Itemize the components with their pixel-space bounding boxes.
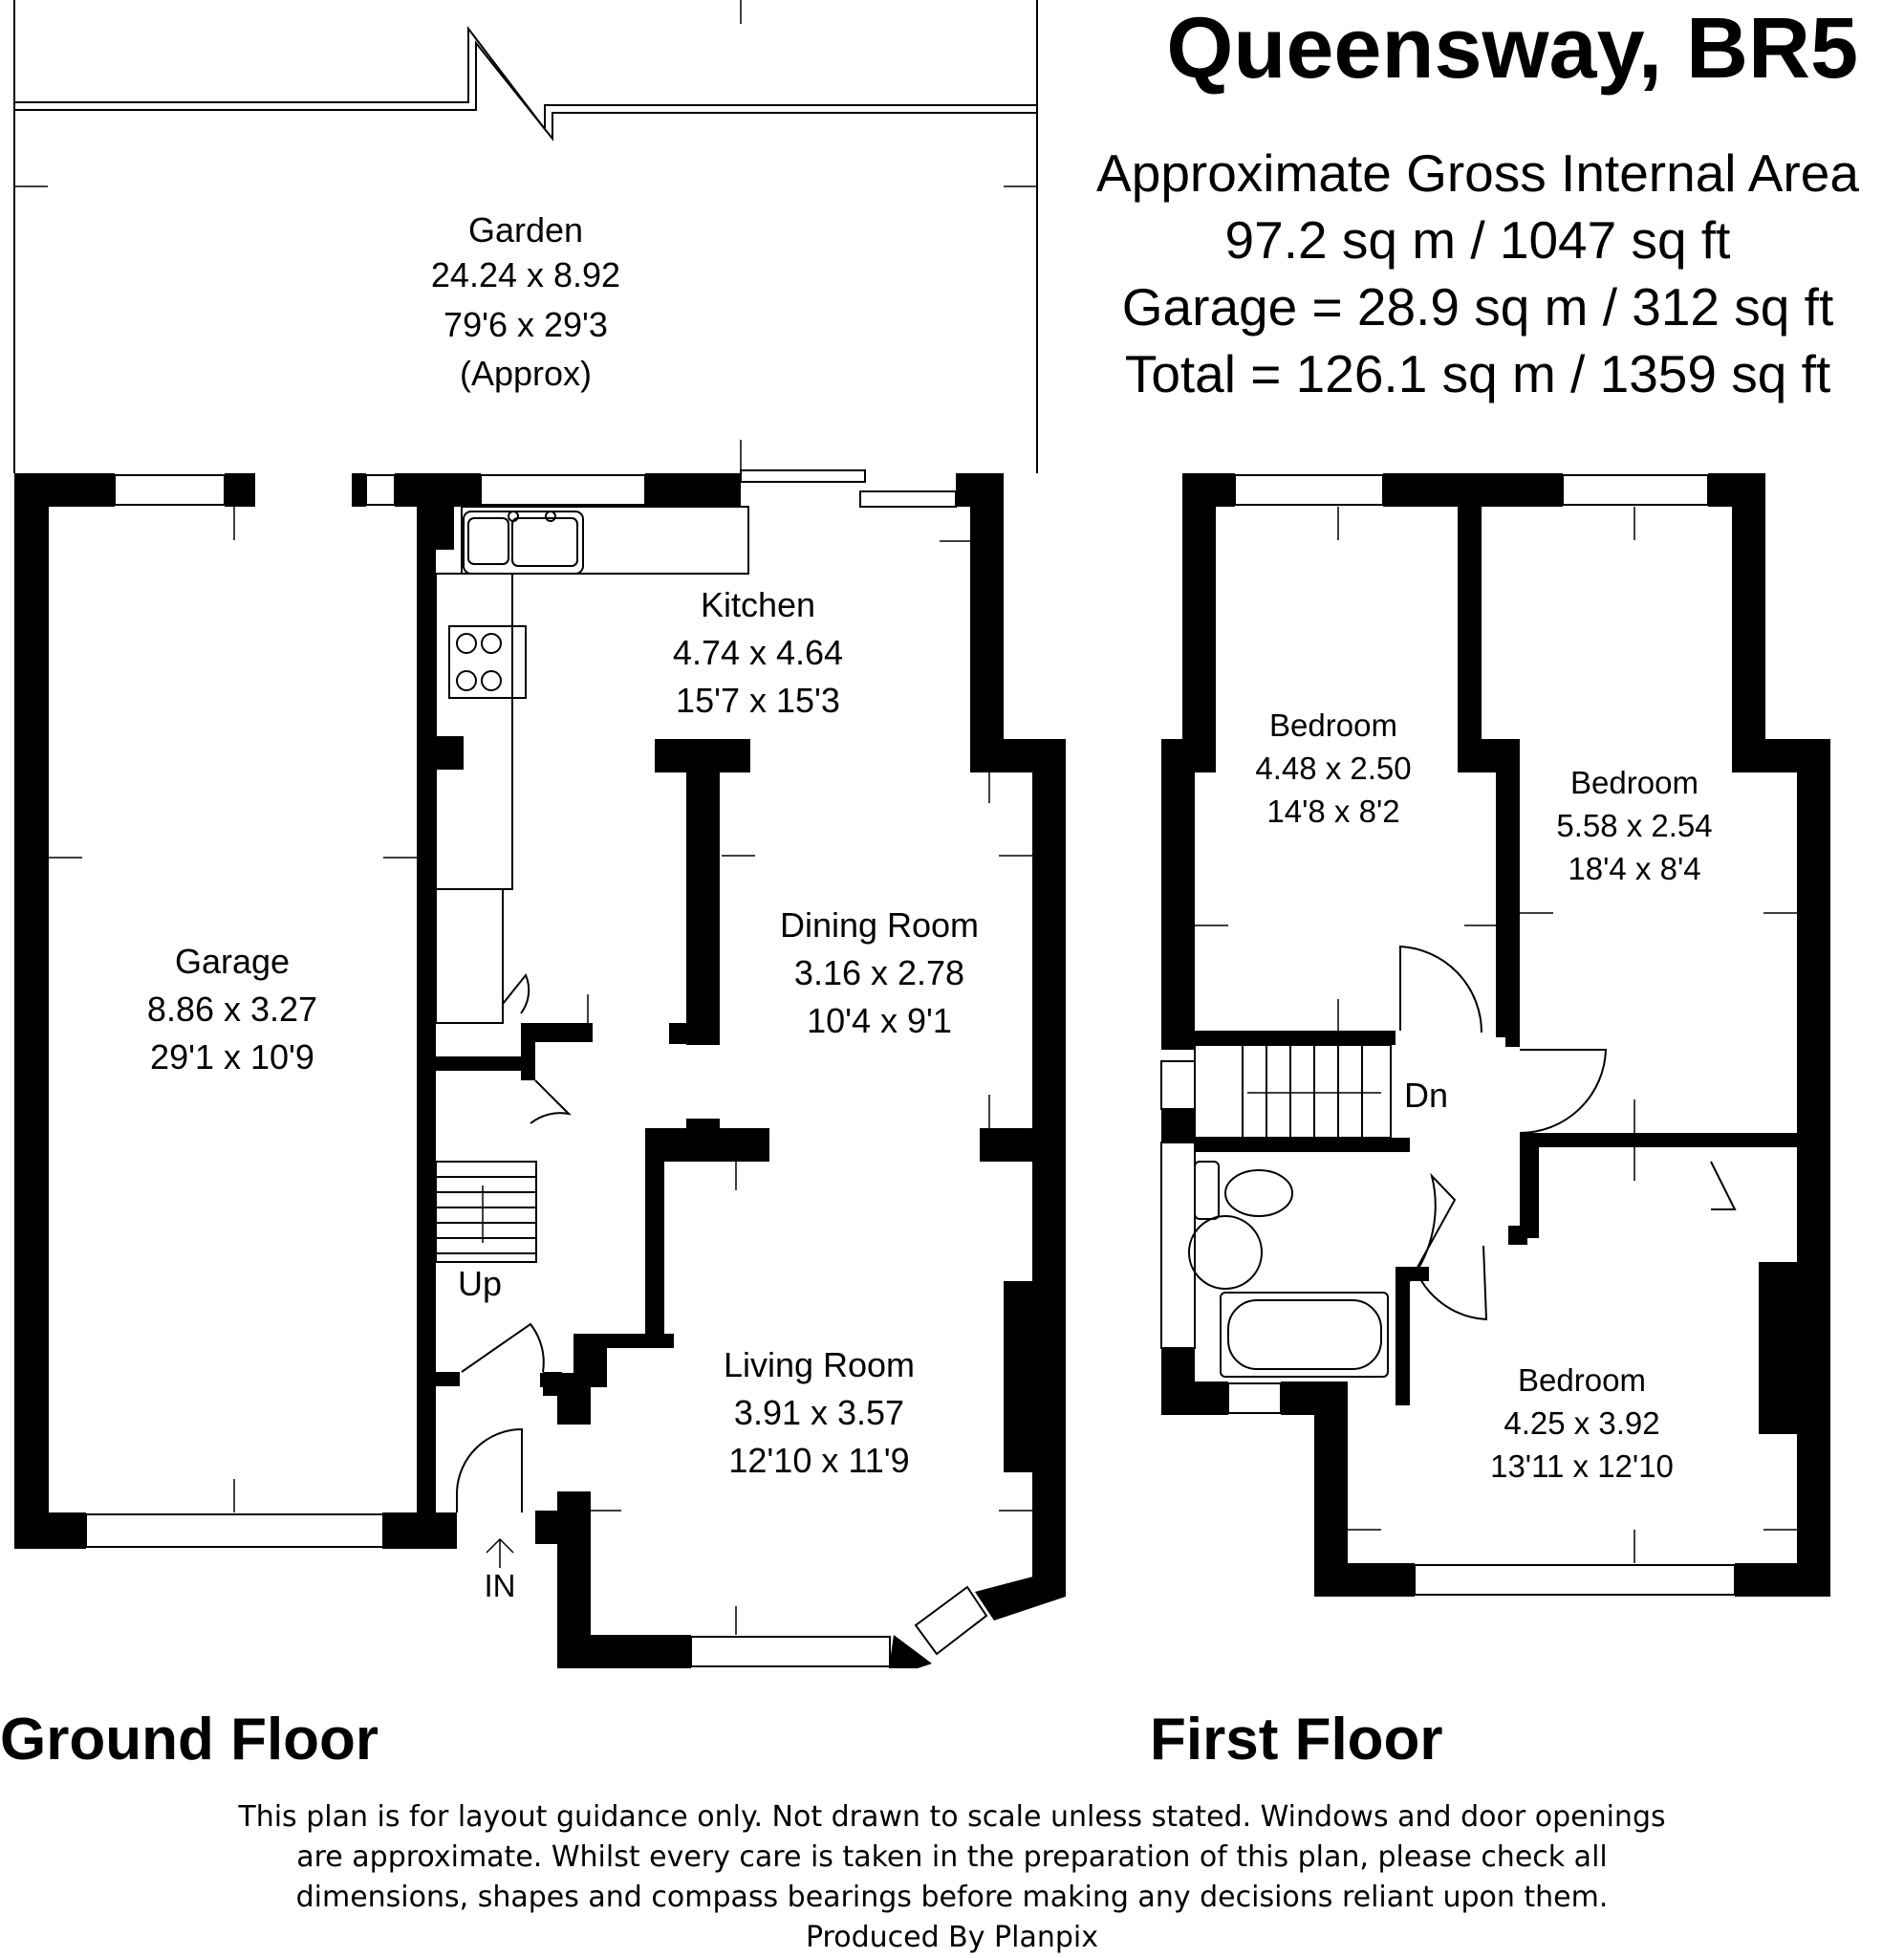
first-floor-label: First Floor [1150,1707,1443,1773]
bedroom-3-name: Bedroom [1518,1362,1646,1398]
entrance-label: IN [484,1568,516,1603]
area-heading: Approximate Gross Internal Area [1096,143,1859,203]
dining-imperial: 10'4 x 9'1 [807,1001,952,1040]
dining-name: Dining Room [779,905,980,945]
dining-metric: 3.16 x 2.78 [793,953,965,992]
entrance-arrow [487,1539,513,1568]
area-garage: Garage = 28.9 sq m / 312 sq ft [1121,277,1834,337]
area-total: Total = 126.1 sq m / 1359 sq ft [1124,344,1831,403]
garage-imperial: 29'1 x 10'9 [150,1037,314,1077]
disclaimer-line-1: This plan is for layout guidance only. Not drawn to scale unless stated. Windows and door openings [238,1800,1666,1834]
disclaimer-line-3: dimensions, shapes and compass bearings before making any decisions reliant upon them. [295,1881,1609,1914]
garage-metric: 8.86 x 3.27 [146,990,318,1029]
disclaimer [0,1797,1904,1958]
kitchen-name: Kitchen [700,585,816,624]
garden-imperial: 79'6 x 29'3 [444,305,608,344]
credit: Produced By Planpix [805,1921,1098,1954]
property-title: Queensway, BR5 [1166,1,1858,97]
bedroom-3-imperial: 13'11 x 12'10 [1490,1448,1674,1484]
bedroom-1-imperial: 14'8 x 8'2 [1266,794,1400,829]
bedroom-2-imperial: 18'4 x 8'4 [1568,851,1701,886]
ground-floor-label: Ground Floor [0,1707,379,1773]
bedroom-2-name: Bedroom [1570,765,1698,800]
living-imperial: 12'10 x 11'9 [728,1441,910,1480]
garden-name: Garden [467,210,584,250]
stairs-down [1195,1045,1391,1138]
bedroom-3-metric: 4.25 x 3.92 [1504,1405,1660,1441]
kitchen-imperial: 15'7 x 15'3 [676,681,840,720]
area-main: 97.2 sq m / 1047 sq ft [1224,210,1731,270]
bedroom-1-metric: 4.48 x 2.50 [1255,751,1412,786]
kitchen-metric: 4.74 x 4.64 [672,633,844,672]
garage-name: Garage [174,942,291,981]
living-name: Living Room [723,1345,916,1384]
disclaimer-line-2: are approximate. Whilst every care is taken in the preparation of this plan, please check all [296,1840,1608,1874]
bedroom-1-name: Bedroom [1269,707,1397,743]
stairs-up [436,1162,536,1262]
stairs-down-label: Dn [1403,1076,1449,1115]
garden-metric: 24.24 x 8.92 [430,255,621,294]
living-metric: 3.91 x 3.57 [733,1393,905,1432]
first-floor-walls [1161,473,1830,1597]
area-summary [1057,140,1898,407]
bedroom-2-metric: 5.58 x 2.54 [1556,808,1713,843]
stairs-up-label: Up [457,1264,503,1303]
garden-note: (Approx) [459,354,593,393]
